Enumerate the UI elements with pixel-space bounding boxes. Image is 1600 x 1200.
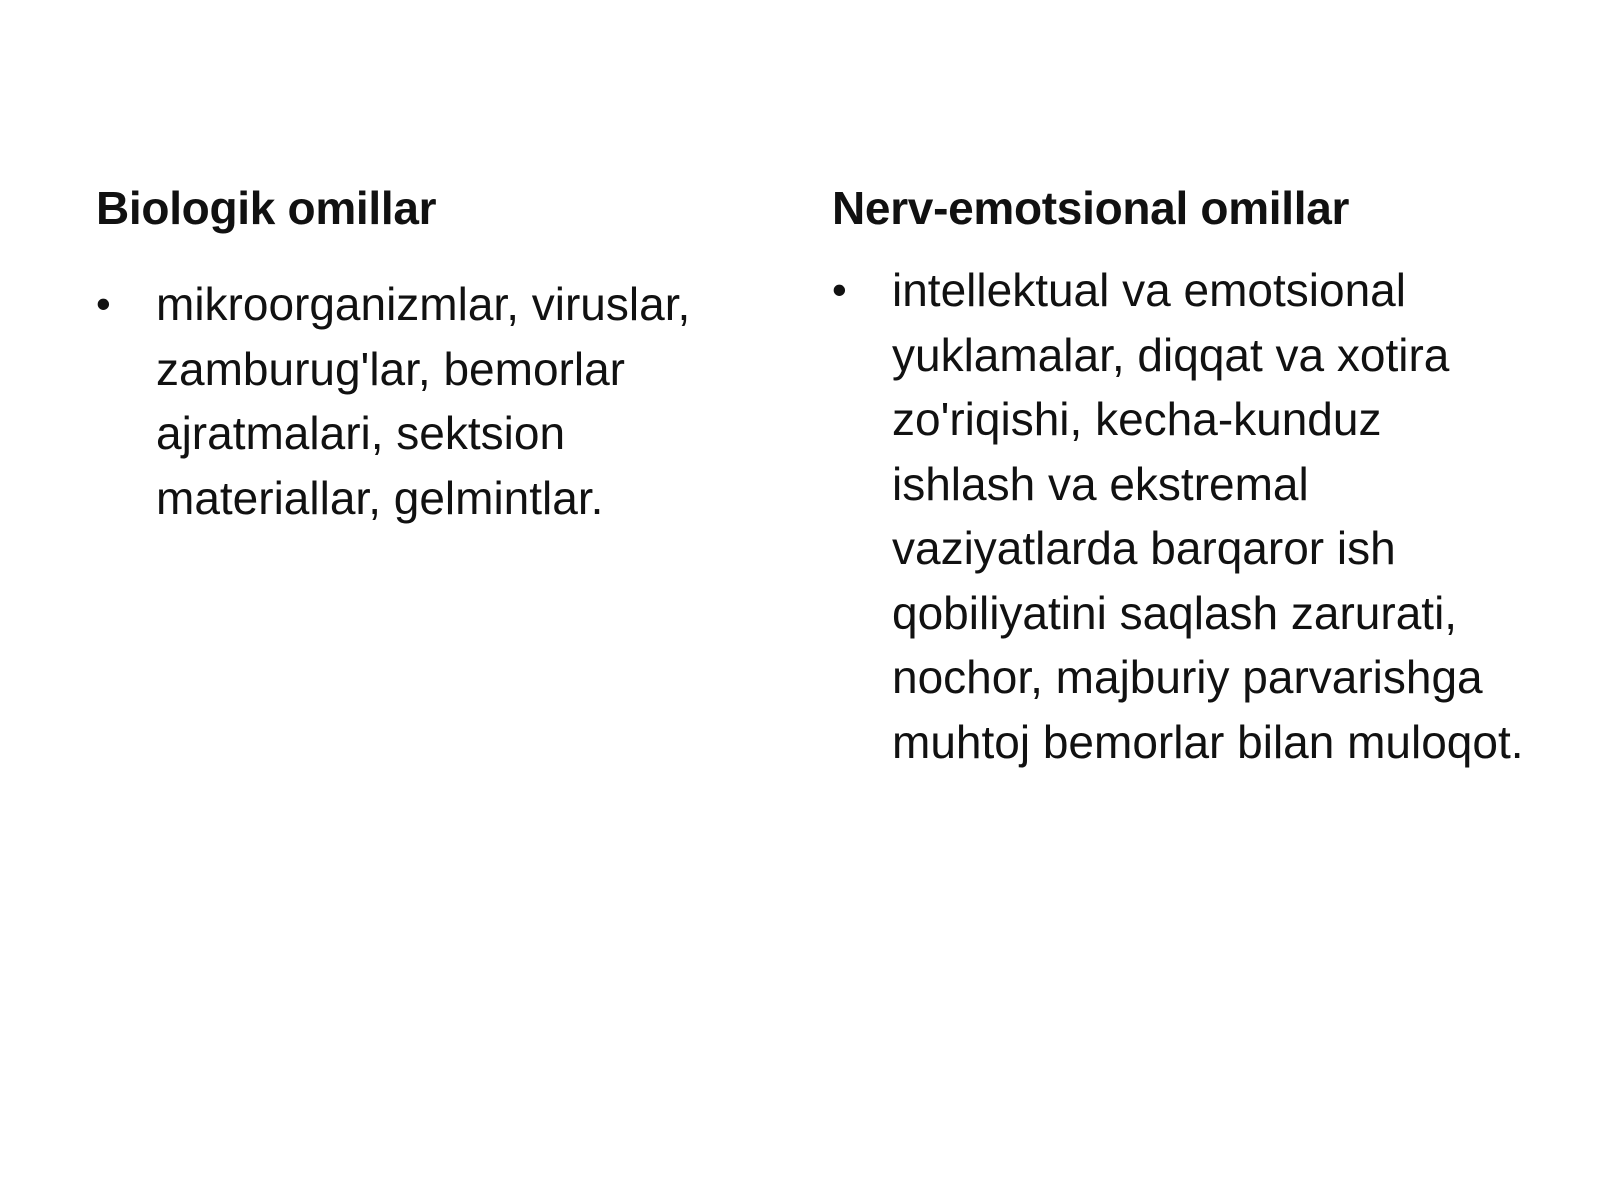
list-item <box>832 258 1532 774</box>
left-column-heading: Biologik omillar <box>96 182 437 234</box>
right-bullet-list <box>832 258 1532 774</box>
right-column <box>832 180 1532 774</box>
list-item-text: intellektual va emotsional yuklamalar, diqqat va xotira zo'riqishi, kecha-kunduz ishlash va ekstremal vaziyatlarda barqaror ish qobiliyatini saqlash zarurati, nochor, majburiy parvarishga muhtoj bemorlar bilan muloqot. <box>892 264 1524 768</box>
bullet-icon: • <box>832 266 847 313</box>
list-item-text: mikroorganizmlar, viruslar, zamburug'lar, bemorlar ajratmalari, sektsion materiallar, gelmintlar. <box>156 278 691 524</box>
left-bullet-list <box>96 272 756 530</box>
list-item <box>96 272 756 530</box>
bullet-icon: • <box>96 280 111 327</box>
right-column-heading: Nerv-emotsional omillar <box>832 182 1350 234</box>
left-column <box>96 180 756 530</box>
